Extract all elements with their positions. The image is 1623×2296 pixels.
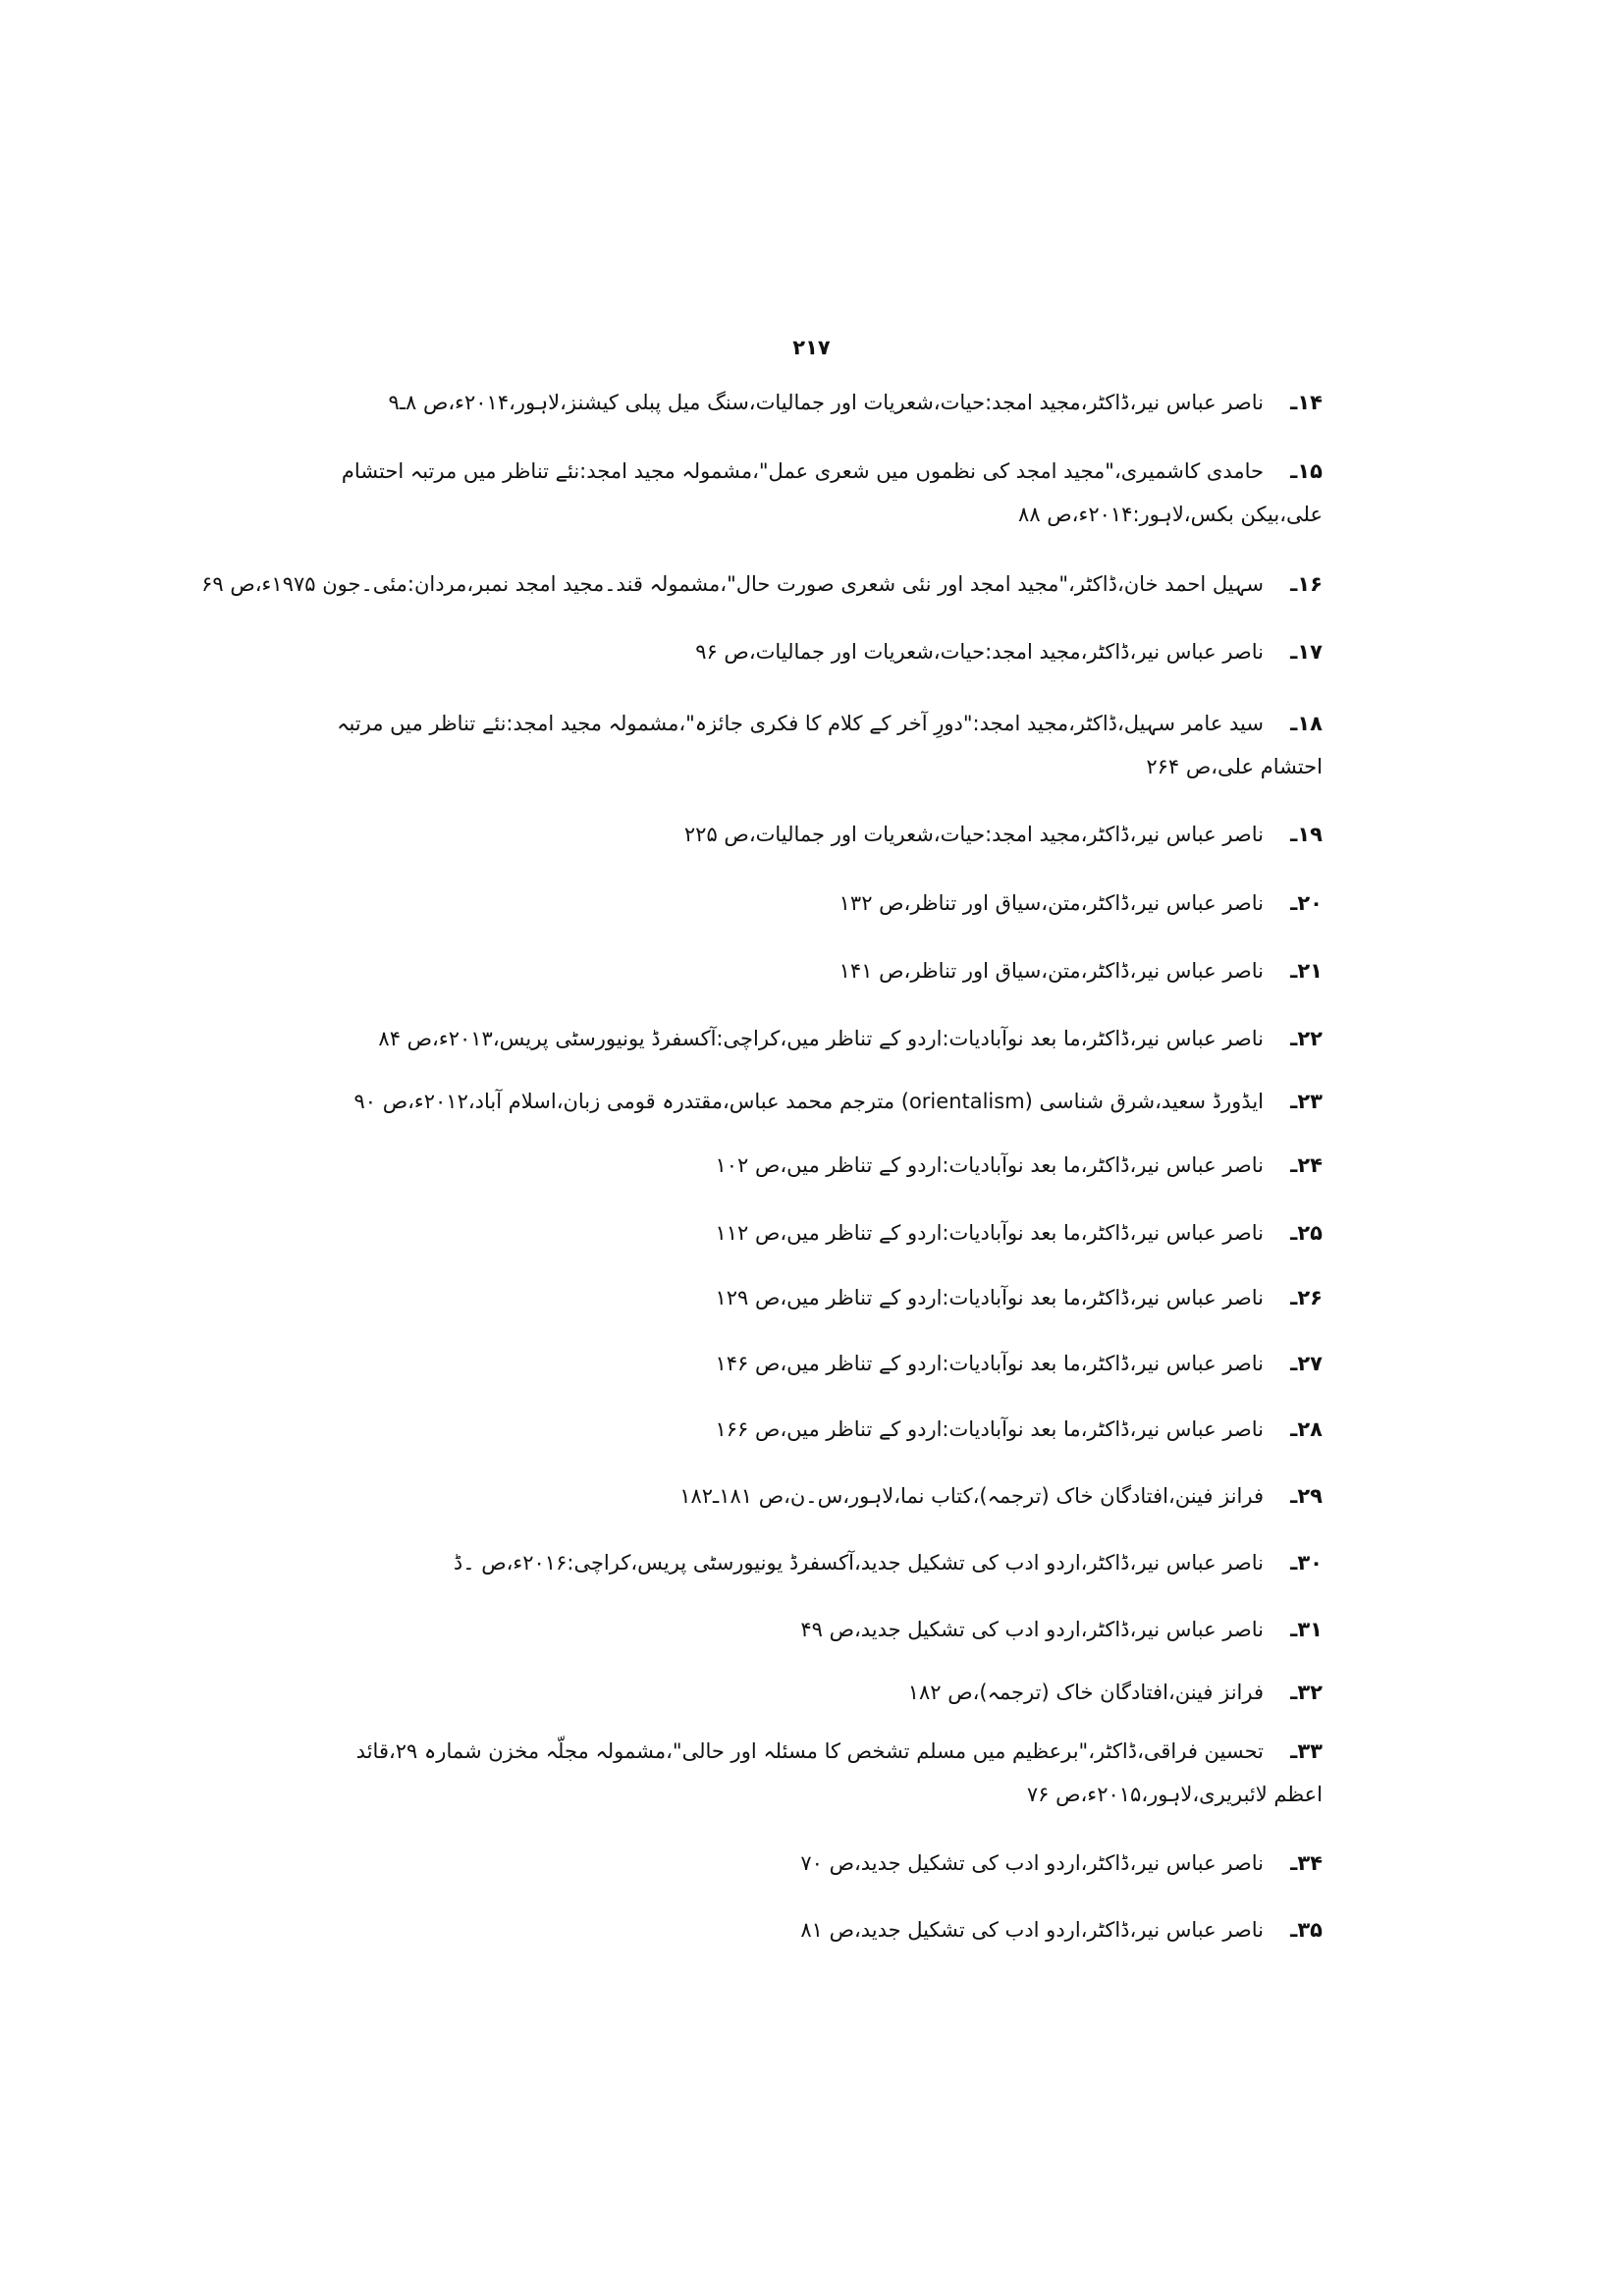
reference-number: ۲۸ـ	[1290, 1417, 1323, 1441]
reference-item	[839, 881, 1323, 925]
reference-text: ناصر عباس نیر،ڈاکٹر،متن،سیاق اور تناظر،ص ۱۴۱	[839, 959, 1264, 983]
reference-item	[331, 1730, 1323, 1816]
reference-item	[695, 630, 1323, 673]
reference-number: ۳۲ـ	[1290, 1681, 1323, 1704]
reference-item	[679, 1474, 1323, 1518]
reference-number: ۳۳ـ	[1290, 1739, 1323, 1763]
reference-number: ۳۰ـ	[1290, 1551, 1323, 1575]
reference-number: ۱۴ـ	[1290, 391, 1323, 414]
reference-item	[800, 1608, 1323, 1651]
reference-item	[201, 562, 1323, 606]
reference-number: ۲۴ـ	[1290, 1153, 1323, 1177]
reference-item	[353, 1080, 1323, 1123]
reference-text: ناصر عباس نیر،ڈاکٹر،متن،سیاق اور تناظر،ص ۱۳۲	[839, 891, 1264, 915]
reference-text: ناصر عباس نیر،ڈاکٹر،مجید امجد:حیات،شعریات اور جمالیات،ص ۲۲۵	[683, 823, 1264, 846]
reference-item	[454, 1541, 1323, 1584]
reference-number: ۳۴ـ	[1290, 1851, 1323, 1875]
reference-text: ناصر عباس نیر،ڈاکٹر،ما بعد نوآبادیات:اردو کے تناظر میں،ص ۱۰۲	[715, 1153, 1264, 1177]
reference-text: ناصر عباس نیر،ڈاکٹر،اردو ادب کی تشکیل جدید،آکسفرڈ یونیورسٹی پریس،کراچی:۲۰۱۶ء،ص ۔ڈ	[453, 1551, 1264, 1575]
reference-item	[716, 1144, 1324, 1187]
reference-text: ناصر عباس نیر،ڈاکٹر،ما بعد نوآبادیات:اردو کے تناظر میں،کراچی:آکسفرڈ یونیورسٹی پریس،۲۰۱۳ء،ص ۸۴	[378, 1027, 1264, 1050]
reference-text: فرانز فینن،افتادگان خاک (ترجمہ)،کتاب نما،لاہور،س۔ن،ص ۱۸۱ـ۱۸۲	[679, 1484, 1264, 1508]
reference-number: ۱۹ـ	[1290, 823, 1323, 846]
reference-item	[716, 1211, 1324, 1255]
reference-item	[684, 813, 1323, 856]
reference-text: فرانز فینن،افتادگان خاک (ترجمہ)،ص ۱۸۲	[907, 1681, 1264, 1704]
reference-item	[378, 1017, 1323, 1060]
reference-item	[716, 1408, 1324, 1451]
reference-text: حامدی کاشمیری،"مجید امجد کی نظموں میں شعری عمل"،مشمولہ مجید امجد:نئے تناظر میں مرتبہ احتشام علی،بیکن بکس،لاہور:۲۰۱۴ء،ص ۸۸	[341, 459, 1323, 526]
reference-number: ۲۶ـ	[1290, 1286, 1323, 1309]
reference-number: ۳۵ـ	[1290, 1918, 1323, 1942]
reference-number: ۲۱ـ	[1290, 959, 1323, 983]
reference-number: ۲۹ـ	[1290, 1484, 1323, 1508]
reference-text: ناصر عباس نیر،ڈاکٹر،مجید امجد:حیات،شعریات اور جمالیات،ص ۹۶	[695, 640, 1264, 664]
reference-number: ۲۵ـ	[1290, 1221, 1323, 1245]
reference-item	[716, 1342, 1324, 1385]
reference-number: ۱۶ـ	[1290, 572, 1323, 596]
reference-number: ۱۸ـ	[1290, 712, 1323, 735]
reference-number: ۳۱ـ	[1290, 1618, 1323, 1641]
reference-text: سہیل احمد خان،ڈاکٹر،"مجید امجد اور نئی شعری صورت حال"،مشمولہ قند۔مجید امجد نمبر،مردان:مئی۔جون ۱۹۷۵ء،ص ۶۹	[201, 572, 1264, 596]
reference-text: ناصر عباس نیر،ڈاکٹر،اردو ادب کی تشکیل جدید،ص ۴۹	[800, 1618, 1264, 1641]
reference-text: ناصر عباس نیر،ڈاکٹر،اردو ادب کی تشکیل جدید،ص ۸۱	[800, 1918, 1264, 1942]
reference-number: ۲۳ـ	[1290, 1090, 1323, 1113]
reference-text: ناصر عباس نیر،ڈاکٹر،ما بعد نوآبادیات:اردو کے تناظر میں،ص ۱۱۲	[715, 1221, 1264, 1245]
reference-number: ۲۷ـ	[1290, 1352, 1323, 1375]
reference-item	[389, 381, 1323, 424]
reference-text: ناصر عباس نیر،ڈاکٹر،ما بعد نوآبادیات:اردو کے تناظر میں،ص ۱۶۶	[715, 1417, 1264, 1441]
reference-text: ناصر عباس نیر،ڈاکٹر،ما بعد نوآبادیات:اردو کے تناظر میں،ص ۱۴۶	[715, 1352, 1264, 1375]
reference-number: ۲۰ـ	[1290, 891, 1323, 915]
reference-text: ایڈورڈ سعید،شرق شناسی (orientalism) مترجم محمد عباس،مقتدرہ قومی زبان،اسلام آباد،۲۰۱۲ء،ص ۹۰	[353, 1090, 1264, 1113]
reference-item	[908, 1671, 1323, 1714]
reference-item	[331, 702, 1323, 788]
reference-text: سید عامر سہیل،ڈاکٹر،مجید امجد:"دورِ آخر کے کلام کا فکری جائزہ"،مشمولہ مجید امجد:نئے تناظر میں مرتبہ احتشام علی،ص ۲۶۴	[337, 712, 1323, 778]
reference-item	[331, 450, 1323, 536]
reference-number: ۲۲ـ	[1290, 1027, 1323, 1050]
reference-item	[716, 1276, 1324, 1319]
reference-item	[839, 949, 1323, 992]
page-number: ۲۱۷	[792, 336, 831, 359]
reference-item	[800, 1908, 1323, 1951]
reference-text: ناصر عباس نیر،ڈاکٹر،ما بعد نوآبادیات:اردو کے تناظر میں،ص ۱۲۹	[715, 1286, 1264, 1309]
reference-text: ناصر عباس نیر،ڈاکٹر،مجید امجد:حیات،شعریات اور جمالیات،سنگ میل پبلی کیشنز،لاہور،۲۰۱۴ء،ص ۸ـ۹	[388, 391, 1264, 414]
reference-text: تحسین فراقی،ڈاکٹر،"برعظیم میں مسلم تشخص کا مسئلہ اور حالی"،مشمولہ مجلّہ مخزن شمارہ ۲۹،قائد اعظم لائبریری،لاہور،۲۰۱۵ء،ص ۷۶	[355, 1739, 1323, 1806]
reference-text: ناصر عباس نیر،ڈاکٹر،اردو ادب کی تشکیل جدید،ص ۷۰	[800, 1851, 1264, 1875]
reference-number: ۱۷ـ	[1290, 640, 1323, 664]
reference-item	[800, 1842, 1323, 1885]
reference-number: ۱۵ـ	[1290, 459, 1323, 483]
